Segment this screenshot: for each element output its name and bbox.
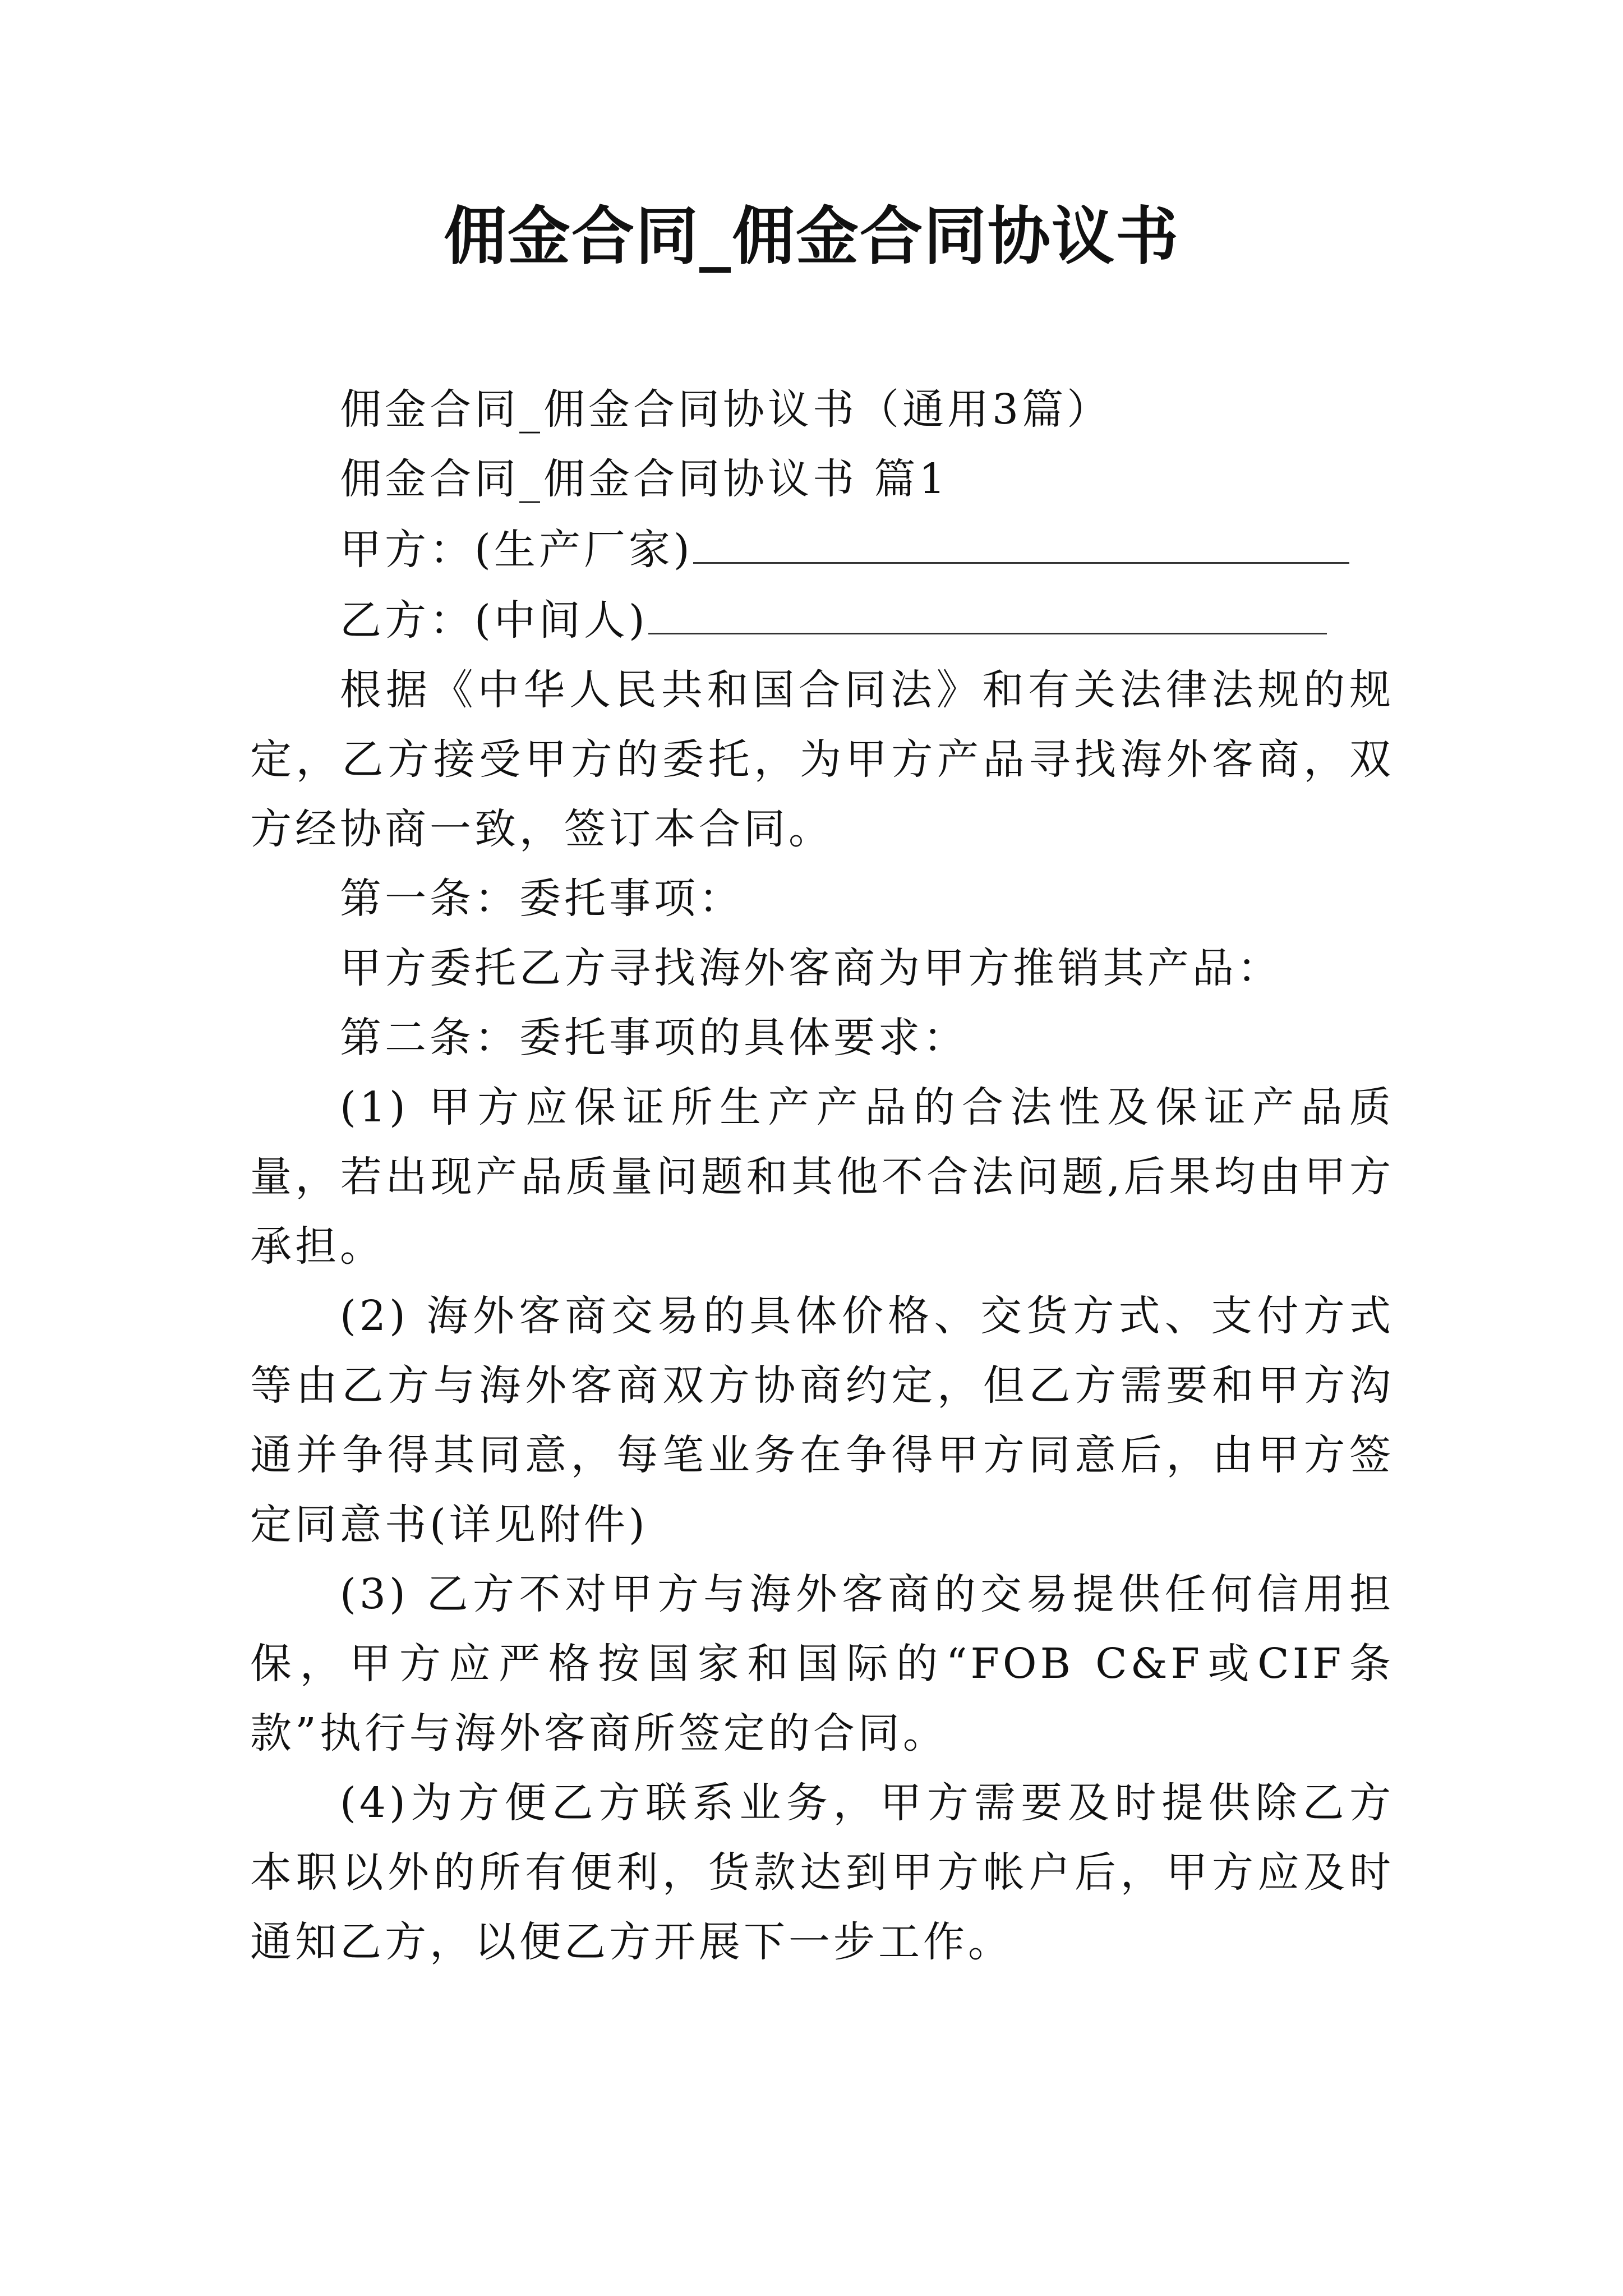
article-2-item-3: (3) 乙方不对甲方与海外客商的交易提供任何信用担保，甲方应严格按国家和国际的“FOB C&F或CIF条款”执行与海外客商所签定的合同。 — [250, 1570, 1394, 1757]
article-2-item-1: (1) 甲方应保证所生产产品的合法性及保证产品质量，若出现产品质量问题和其他不合法问题,后果均由甲方承担。 — [250, 1083, 1394, 1271]
article-2-heading: 第二条：委托事项的具体要求： — [340, 1014, 968, 1062]
document-body — [250, 375, 1394, 1977]
paragraph-preamble: 根据《中华人民共和国合同法》和有关法律法规的规定，乙方接受甲方的委托，为甲方产品寻找海外客商，双方经协商一致，签订本合同。 — [250, 666, 1394, 853]
party-b-line — [250, 585, 1394, 655]
party-b-blank — [648, 585, 1327, 634]
paragraph-section-heading: 佣金合同_佣金合同协议书 篇1 — [340, 455, 949, 503]
article-1-heading: 第一条：委托事项： — [340, 875, 744, 923]
article-2-item-2: (2) 海外客商交易的具体价格、交货方式、支付方式等由乙方与海外客商双方协商约定，但乙方需要和甲方沟通并争得其同意，每笔业务在争得甲方同意后，由甲方签定同意书(详见附件) — [250, 1292, 1394, 1549]
party-a-blank — [693, 514, 1349, 564]
document-title: 佣金合同_佣金合同协议书 — [444, 200, 1179, 273]
party-a-label: 甲方：(生产厂家) — [340, 526, 693, 574]
party-b-label: 乙方：(中间人) — [340, 596, 648, 645]
article-1-body: 甲方委托乙方寻找海外客商为甲方推销其产品： — [340, 944, 1282, 992]
paragraph-subtitle: 佣金合同_佣金合同协议书（通用3篇） — [340, 385, 1112, 434]
party-a-line — [250, 514, 1394, 585]
article-2-item-4: (4)为方便乙方联系业务，甲方需要及时提供除乙方本职以外的所有便利，货款达到甲方帐户后，甲方应及时通知乙方，以便乙方开展下一步工作。 — [250, 1779, 1394, 1966]
